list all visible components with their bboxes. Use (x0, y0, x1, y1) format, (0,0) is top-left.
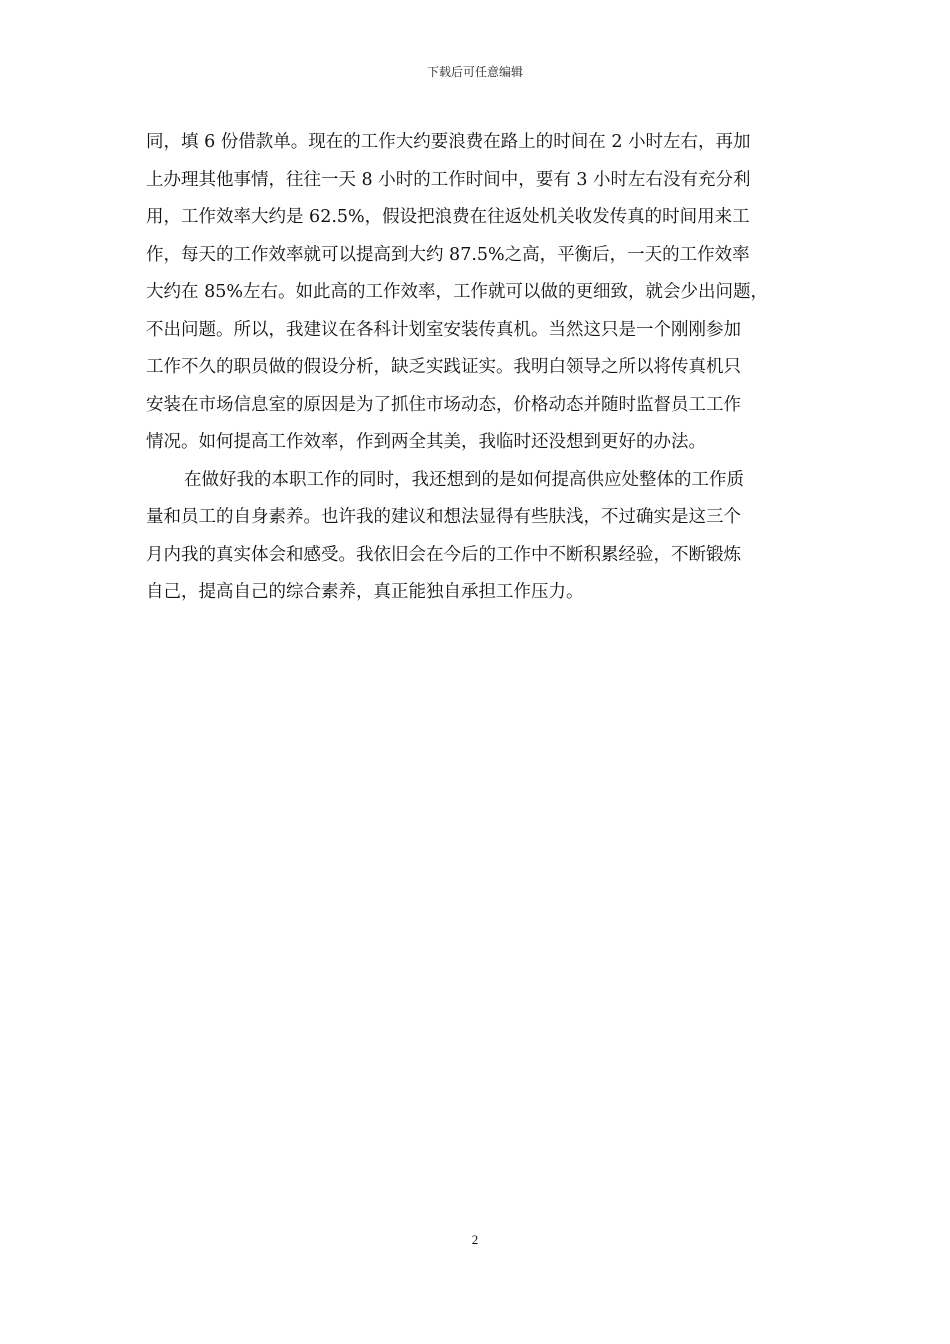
page-header: 下载后可任意编辑 (426, 65, 523, 79)
paragraph-2 (146, 462, 818, 612)
paragraph-1 (146, 124, 818, 462)
text-line: 量和员工的自身素养。也许我的建议和想法显得有些肤浅，不过确实是这三个 (146, 507, 741, 527)
text-line: 同，填 6 份借款单。现在的工作大约要浪费在路上的时间在 2 小时左右，再加 (146, 132, 751, 152)
text-line: 安装在市场信息室的原因是为了抓住市场动态，价格动态并随时监督员工工作 (146, 394, 741, 415)
page-number: 2 (471, 1232, 479, 1247)
text-line: 大约在 85%左右。如此高的工作效率，工作就可以做的更细致，就会少出问题， (146, 282, 768, 302)
text-line: 情况。如何提高工作效率，作到两全其美，我临时还没想到更好的办法。 (146, 432, 706, 452)
text-line: 在做好我的本职工作的同时，我还想到的是如何提高供应处整体的工作质 (184, 469, 744, 490)
text-line: 工作不久的职员做的假设分析，缺乏实践证实。我明白领导之所以将传真机只 (146, 357, 741, 377)
text-line: 不出问题。所以，我建议在各科计划室安装传真机。当然这只是一个刚刚参加 (146, 319, 741, 340)
text-line: 作，每天的工作效率就可以提高到大约 87.5%之高，平衡后，一天的工作效率 (146, 244, 750, 265)
text-line: 上办理其他事情，往往一天 8 小时的工作时间中，要有 3 小时左右没有充分利 (146, 169, 751, 190)
document-body (146, 124, 818, 612)
text-line: 自己，提高自己的综合素养，真正能独自承担工作压力。 (146, 582, 584, 602)
text-line: 月内我的真实体会和感受。我依旧会在今后的工作中不断积累经验，不断锻炼 (146, 544, 741, 565)
text-line: 用，工作效率大约是 62.5%，假设把浪费在往返处机关收发传真的时间用来工 (146, 207, 750, 227)
